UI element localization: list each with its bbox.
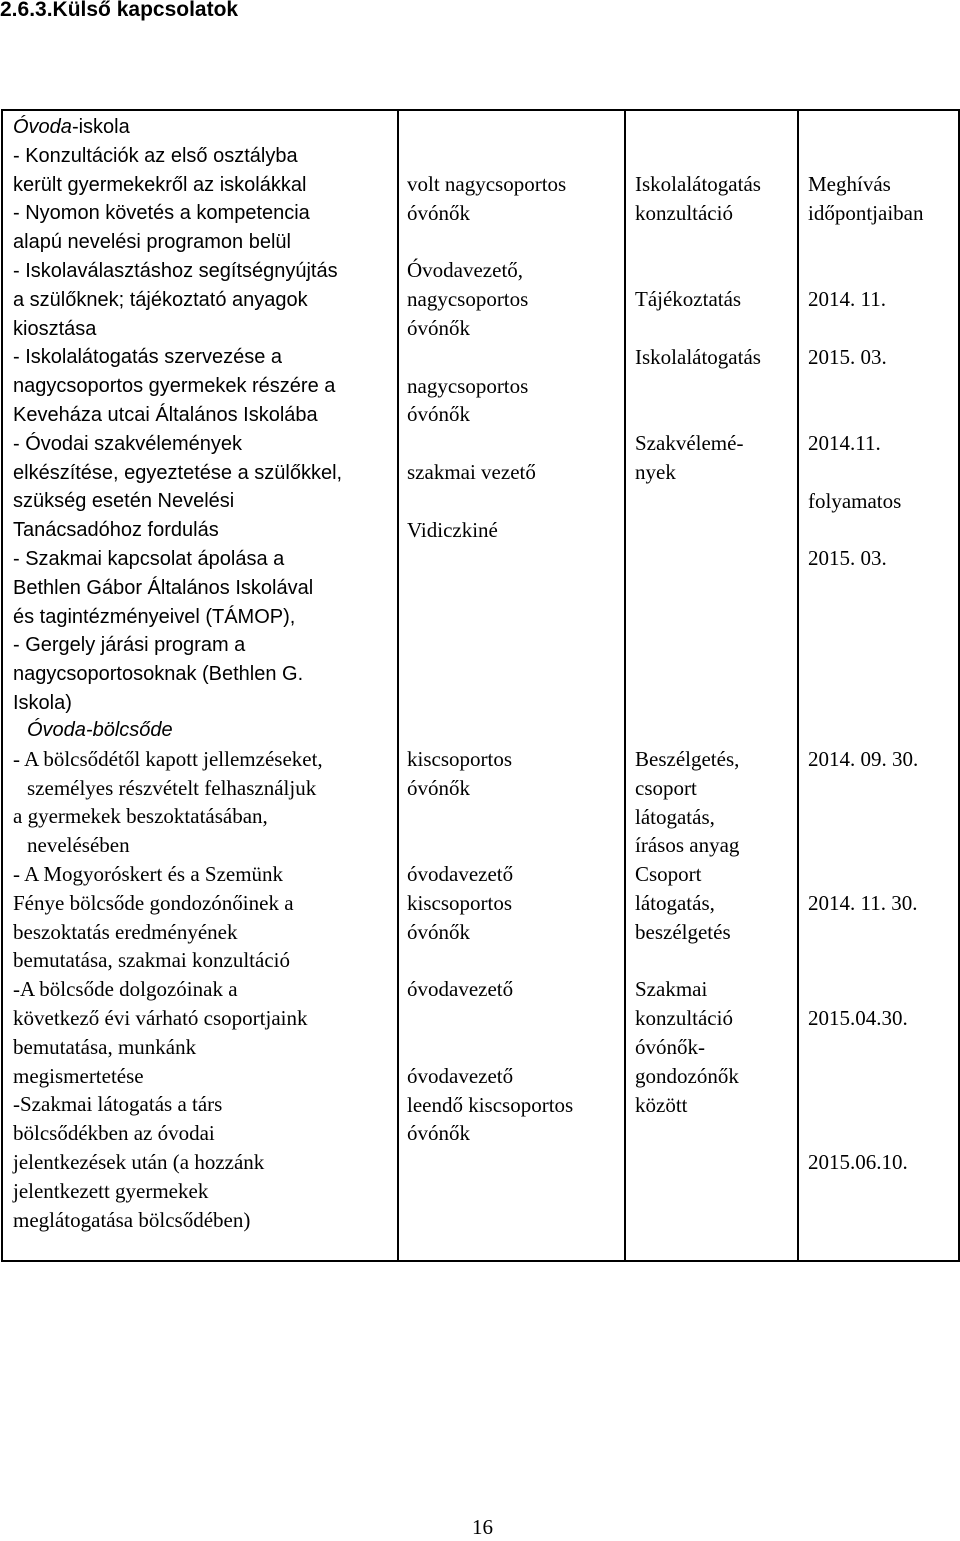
responsible-line: nagycsoportos [407, 287, 529, 312]
spacer-line [407, 831, 573, 860]
spacer-line [808, 372, 923, 401]
spacer-line [808, 1033, 918, 1062]
school-dates-cell [808, 170, 923, 573]
method-line: látogatás, [635, 890, 715, 915]
date-line: 2014. 09. 30. [808, 747, 919, 771]
responsible-line: kiscsoportos [407, 747, 512, 771]
date-line: 2015. 03. [808, 344, 887, 369]
method-line: Csoport [635, 862, 702, 887]
spacer-line [808, 458, 923, 487]
spacer-line [407, 228, 566, 257]
spacer-line [808, 516, 923, 545]
activity-line: megismertetése [13, 1063, 144, 1088]
date-line: 2014. 11. [808, 287, 886, 312]
spacer-line [635, 256, 761, 285]
activity-line: meglátogatása bölcsődében) [13, 1207, 251, 1232]
date-line: időpontjaiban [808, 200, 924, 225]
date-line: folyamatos [808, 488, 902, 513]
activity-line: alapú nevelési programon belül [13, 231, 291, 254]
page-number: 16 [472, 1515, 493, 1539]
responsible-line: Óvodavezető, [407, 258, 524, 283]
spacer-line [808, 831, 918, 860]
responsible-line: óvónők [407, 402, 470, 427]
spacer-line [635, 228, 761, 257]
responsible-line: óvodavezető [407, 1063, 514, 1088]
method-line: írásos anyag [635, 833, 740, 858]
activity-line: beszoktatás eredményének [13, 919, 238, 944]
activity-line: bemutatása, szakmai konzultáció [13, 948, 290, 973]
school-title-italic: Óvoda [13, 116, 72, 138]
spacer-line [407, 947, 573, 976]
spacer-line [407, 803, 573, 832]
external-relations-table [1, 109, 960, 1262]
column-divider [797, 111, 799, 1260]
school-activity-lines [13, 142, 342, 718]
responsible-line: óvónők [407, 775, 470, 800]
activity-line: került gyermekekről az iskolákkal [13, 173, 307, 196]
spacer-line [808, 947, 918, 976]
activity-line: és tagintézményeivel (TÁMOP), [13, 605, 296, 628]
activity-line: Tanácsadóhoz fordulás [13, 519, 219, 542]
method-line: Iskolalátogatás [635, 344, 761, 369]
date-line: 2015.06.10. [808, 1150, 908, 1175]
nursery-responsible-cell [407, 745, 573, 1148]
activity-line: - Óvodai szakvélemények [13, 432, 242, 455]
method-line: Tájékoztatás [635, 287, 742, 312]
activity-line: szükség esetén Nevelési [13, 490, 235, 513]
activity-line: bölcsődékben az óvodai [13, 1121, 215, 1146]
method-line: beszélgetés [635, 919, 731, 944]
spacer-line [407, 343, 566, 372]
date-line: 2015. 03. [808, 546, 887, 571]
school-title-rest: -iskola [71, 116, 130, 138]
date-line: 2015.04.30. [808, 1006, 908, 1031]
school-segment-title [13, 113, 342, 142]
column-divider [397, 111, 399, 1260]
school-activities-cell [13, 113, 342, 718]
activity-line: - Nyomon követés a kompetencia [13, 202, 310, 225]
activity-line: személyes részvételt felhasználjuk [27, 775, 317, 800]
spacer-line [808, 803, 918, 832]
method-line: Beszélgetés, [635, 747, 740, 771]
spacer-line [808, 1062, 918, 1091]
spacer-line [407, 1033, 573, 1062]
spacer-line [808, 314, 923, 343]
activity-line: következő évi várható csoportjaink [13, 1005, 308, 1030]
method-line: konzultáció [635, 200, 733, 225]
date-line: Meghívás [808, 172, 891, 196]
activity-line: bemutatása, munkánk [13, 1034, 197, 1059]
spacer-line [635, 947, 739, 976]
activity-line: a gyermekek beszoktatásában, [13, 804, 268, 829]
method-line: Szakmai [635, 977, 708, 1002]
nursery-activities-cell [13, 716, 323, 1234]
spacer-line [808, 860, 918, 889]
activity-line: - Gergely járási program a [13, 634, 246, 657]
spacer-line [808, 400, 923, 429]
responsible-line: volt nagycsoportos [407, 172, 567, 196]
activity-line: - Iskolalátogatás szervezése a [13, 346, 283, 369]
method-line: látogatás, [635, 804, 715, 829]
activity-line: -A bölcsőde dolgozóinak a [13, 977, 238, 1002]
spacer-line [407, 487, 566, 516]
responsible-line: óvónők [407, 919, 470, 944]
method-line: között [635, 1092, 688, 1117]
spacer-line [635, 314, 761, 343]
responsible-line: leendő kiscsoportos [407, 1092, 574, 1117]
responsible-line: óvodavezető [407, 977, 514, 1002]
date-line: 2014.11. [808, 431, 881, 456]
spacer-line [407, 429, 566, 458]
activity-line: nagycsoportosoknak (Bethlen G. [13, 663, 304, 686]
school-methods-cell [635, 170, 761, 487]
spacer-line [808, 774, 918, 803]
activity-line: jelentkezések után (a hozzánk [13, 1149, 265, 1174]
activity-line: Keveháza utcai Általános Iskolába [13, 403, 318, 426]
responsible-line: kiscsoportos [407, 890, 512, 915]
method-line: óvónők- [635, 1034, 705, 1059]
spacer-line [808, 1091, 918, 1120]
activity-line: kiosztása [13, 317, 97, 340]
responsible-line: óvónők [407, 200, 470, 225]
responsible-line: Vidiczkiné [407, 517, 498, 542]
responsible-line: óvónők [407, 315, 470, 340]
responsible-line: óvónők [407, 1121, 470, 1146]
activity-line: - Iskolaválasztáshoz segítségnyújtás [13, 259, 338, 282]
activity-line: - Szakmai kapcsolat ápolása a [13, 547, 285, 570]
spacer-line [635, 400, 761, 429]
activity-line: Fénye bölcsőde gondozónőinek a [13, 890, 294, 915]
spacer-line [808, 918, 918, 947]
spacer-line [808, 256, 923, 285]
spacer-line [635, 372, 761, 401]
activity-line: jelentkezett gyermekek [13, 1178, 209, 1203]
responsible-line: nagycsoportos [407, 373, 529, 398]
date-line: 2014. 11. 30. [808, 890, 918, 915]
column-divider [624, 111, 626, 1260]
activity-line: a szülőknek; tájékoztató anyagok [13, 288, 308, 311]
school-responsible-cell [407, 170, 566, 544]
nursery-dates-cell [808, 745, 918, 1177]
activity-line: Iskola) [13, 691, 72, 714]
activity-line: Bethlen Gábor Általános Iskolával [13, 576, 314, 599]
activity-line: - Konzultációk az első osztályba [13, 144, 298, 167]
responsible-line: szakmai vezető [407, 459, 536, 484]
method-line: nyek [635, 459, 676, 484]
nursery-methods-cell [635, 745, 739, 1119]
method-line: Szakvélemé- [635, 431, 744, 456]
activity-line: - A Mogyoróskert és a Szemünk [13, 861, 284, 886]
activity-line: elkészítése, egyeztetése a szülőkkel, [13, 461, 343, 484]
responsible-line: óvodavezető [407, 862, 514, 887]
activity-line: nevelésében [27, 833, 130, 858]
method-line: gondozónők [635, 1063, 739, 1088]
activity-line: -Szakmai látogatás a társ [13, 1092, 223, 1117]
spacer-line [808, 1119, 918, 1148]
method-line: konzultáció [635, 1006, 733, 1031]
spacer-line [808, 228, 923, 257]
section-heading: 2.6.3.Külső kapcsolatok [0, 0, 239, 21]
activity-line: - A bölcsődétől kapott jellemzéseket, [13, 746, 323, 771]
spacer-line [808, 975, 918, 1004]
nursery-segment-title: Óvoda-bölcsőde [27, 719, 173, 741]
method-line: csoport [635, 775, 697, 800]
activity-line: nagycsoportos gyermekek részére a [13, 375, 336, 398]
spacer-line [407, 1004, 573, 1033]
method-line: Iskolalátogatás [635, 172, 761, 196]
